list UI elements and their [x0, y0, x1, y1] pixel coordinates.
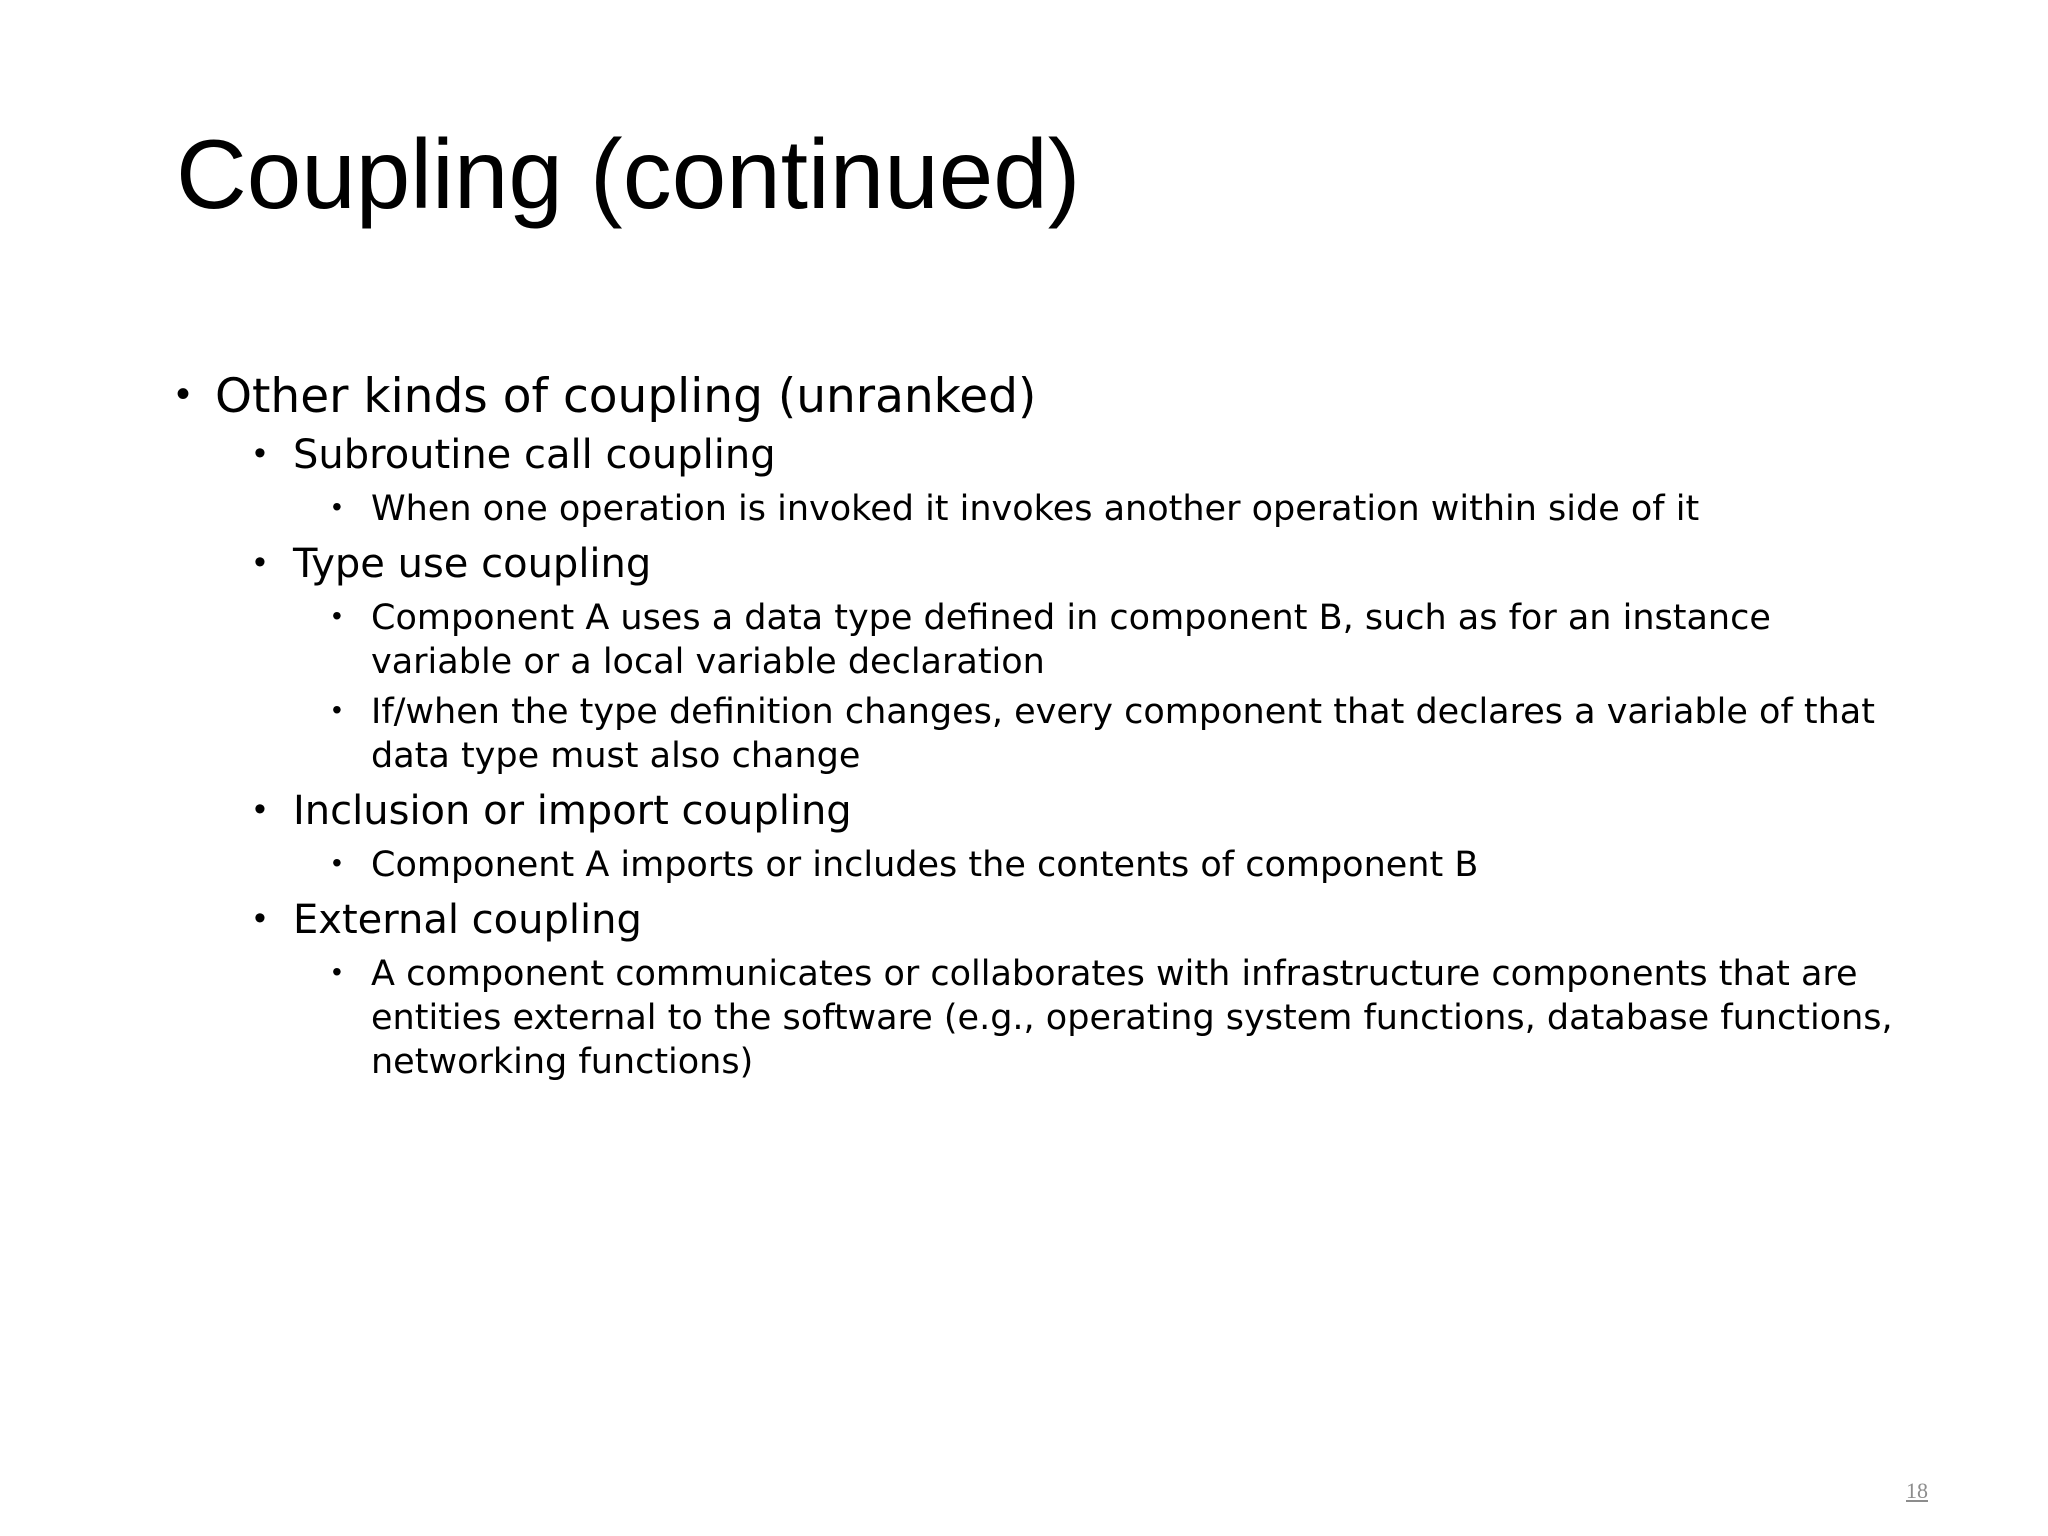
bullet-icon: •: [332, 491, 342, 522]
bullet-icon: •: [254, 543, 266, 581]
list-item: [254, 428, 1906, 483]
list-item-text: When one operation is invoked it invokes another operation within side of it: [371, 489, 1700, 529]
list-item-text: Inclusion or import coupling: [293, 788, 852, 834]
bullet-list: [176, 366, 1906, 1090]
list-item-text: Component A imports or includes the contents of component B: [371, 845, 1479, 885]
list-item: [332, 596, 1906, 684]
list-item-text: A component communicates or collaborates with infrastructure components that are entities external to the software (e.g., operating system functions, database functions, networking functions): [371, 954, 1893, 1082]
list-item-text: Component A uses a data type defined in component B, such as for an instance variable or a local variable declaration: [371, 598, 1771, 682]
list-item-text: If/when the type definition changes, every component that declares a variable of that data type must also change: [371, 692, 1875, 776]
bullet-icon: •: [254, 434, 266, 472]
list-item-text: Subroutine call coupling: [293, 432, 776, 478]
bullet-icon: •: [176, 372, 191, 416]
page-number: 18: [1906, 1478, 1928, 1503]
list-item-text: Other kinds of coupling (unranked): [215, 369, 1037, 424]
list-item: [254, 893, 1906, 948]
list-item: [254, 784, 1906, 839]
bullet-icon: •: [332, 847, 342, 878]
list-item: [332, 843, 1906, 887]
bullet-icon: •: [254, 790, 266, 828]
bullet-icon: •: [254, 899, 266, 937]
list-item: [332, 952, 1906, 1084]
slide-title: Coupling (continued): [176, 119, 1081, 229]
list-item: [176, 366, 1906, 428]
bullet-icon: •: [332, 600, 342, 631]
list-item-text: External coupling: [293, 897, 642, 943]
list-item: [332, 487, 1906, 531]
list-item: [254, 537, 1906, 592]
list-item-text: Type use coupling: [293, 541, 652, 587]
list-item: [332, 690, 1906, 778]
bullet-icon: •: [332, 956, 342, 987]
bullet-icon: •: [332, 694, 342, 725]
